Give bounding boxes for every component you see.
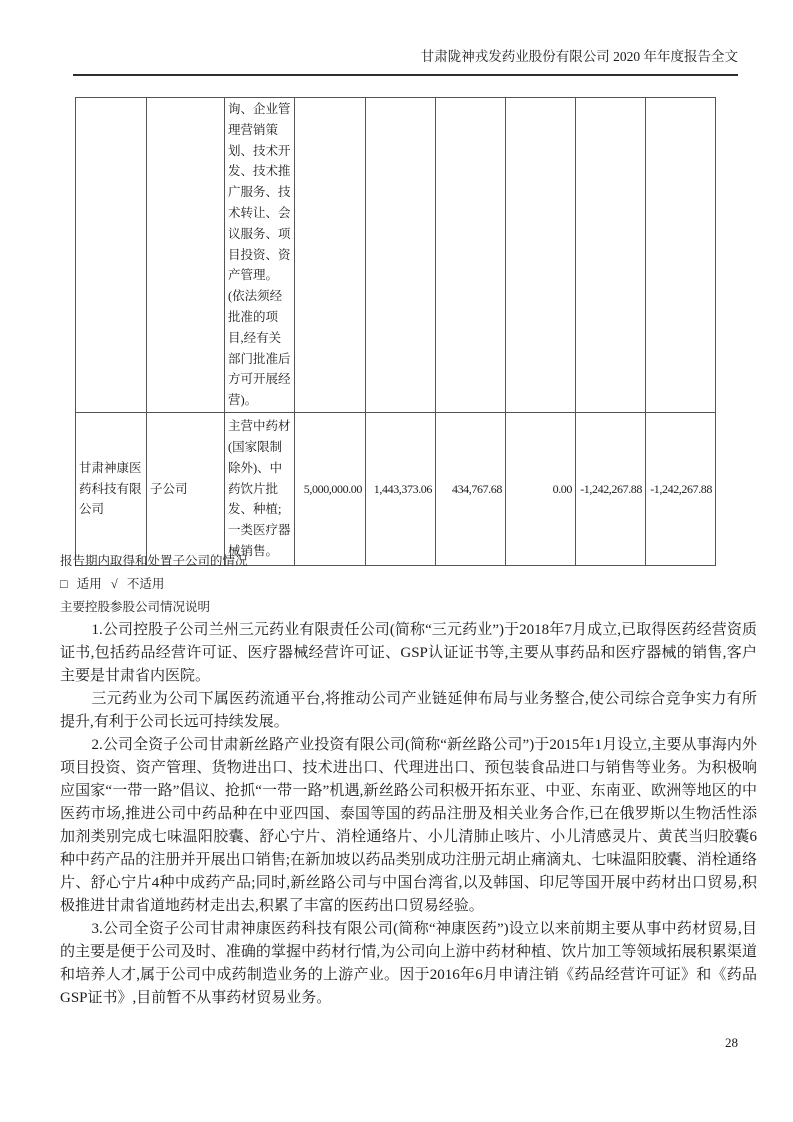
business-scope-continuation-cell: 询、企业管理营销策划、技术开发、技术推广服务、技术转让、会议服务、项目投资、资产管理。(依法须经批准的项目,经有关部门批准后方可开展经营)。: [225, 98, 295, 413]
acquired-disposed-label: 报告期内取得和处置子公司的情况: [60, 554, 248, 568]
subsidiary-table: [75, 97, 716, 566]
revenue-cell: 0.00: [506, 412, 576, 565]
net-profit-cell: -1,242,267.88: [646, 412, 716, 565]
paragraph-sanyuan-founding: 1.公司控股子公司兰州三元药业有限责任公司(简称“三元药业”)于2018年7月成立,已取得医药经营资质证书,包括药品经营许可证、医疗器械经营许可证、GSP认证证书等,主要从事药品和医疗器械的销售,客户主要是甘肃省内医院。: [60, 622, 757, 684]
paragraph-new-silkroad: 2.公司全资子公司甘肃新丝路产业投资有限公司(简称“新丝路公司”)于2015年1月设立,主要从事海内外项目投资、资产管理、货物进出口、技术进出口、代理进出口、预包装食品进口与销售等业务。为积极响应国家“一带一路”倡议、抢抓“一带一路”机遇,新丝路公司积极开拓东亚、中亚、东南亚、欧洲等地区的中医药市场,推进公司中药品种在中亚四国、泰国等国的药品注册及相关业务合作,已在俄罗斯以生物活性添加剂类别完成七味温阳胶囊、舒心宁片、消栓通络片、小儿清肺止咳片、小儿清感灵片、黄芪当归胶囊6种中药产品的注册并开展出口销售;在新加坡以药品类别成功注册元胡止痛滴丸、七味温阳胶囊、消栓通络片、舒心宁片4种中成药产品;同时,新丝路公司与中国台湾省,以及韩国、印尼等国开展中药材出口贸易,积极推进甘肃省道地药材走出去,积累了丰富的医药出口贸易经验。: [60, 737, 757, 914]
empty-cell: [436, 98, 506, 413]
body-text-section: [60, 550, 757, 1010]
total-assets-cell: 1,443,373.06: [366, 412, 436, 565]
unchecked-box-icon: □: [60, 577, 68, 591]
table-row-continuation: [76, 98, 716, 413]
subsidiary-type-cell: 子公司: [147, 412, 225, 565]
page-header: [73, 48, 738, 76]
paragraph-sanyuan-platform: 三元药业为公司下属医药流通平台,将推动公司产业链延伸布局与业务整合,使公司综合竞争实力有所提升,有利于公司长远可持续发展。: [60, 691, 757, 730]
holding-companies-note-label: 主要控股参股公司情况说明: [60, 600, 211, 614]
empty-cell: [366, 98, 436, 413]
subsidiary-name-cell: 甘肃神康医药科技有限公司: [76, 412, 147, 565]
page-number: 28: [725, 1035, 738, 1050]
table-row-subsidiary: [76, 412, 716, 565]
not-applicable-label: 不适用: [126, 577, 165, 591]
registered-capital-cell: 5,000,000.00: [295, 412, 366, 565]
empty-cell: [646, 98, 716, 413]
paragraph-shenkang: 3.公司全资子公司甘肃神康医药科技有限公司(简称“神康医药”)设立以来前期主要从事中药材贸易,目的主要是便于公司及时、准确的掌握中药材行情,为公司向上游中药材种植、饮片加工等领域拓展积累渠道和培养人才,属于公司中成药制造业务的上游产业。因于2016年6月申请注销《药品经营许可证》和《药品GSP证书》,目前暂不从事药材贸易业务。: [60, 921, 757, 1006]
net-assets-cell: 434,767.68: [436, 412, 506, 565]
empty-cell: [147, 98, 225, 413]
empty-cell: [506, 98, 576, 413]
empty-cell: [76, 98, 147, 413]
applicability-line: [60, 573, 757, 596]
empty-cell: [576, 98, 646, 413]
empty-cell: [295, 98, 366, 413]
page-header-title: 甘肃陇神戎发药业股份有限公司 2020 年年度报告全文: [420, 49, 738, 64]
applicable-label: 适用: [76, 577, 102, 591]
subsidiary-business-cell: 主营中药材(国家限制除外)、中药饮片批发、种植;一类医疗器械销售。: [225, 412, 295, 565]
check-icon: √: [110, 577, 118, 591]
operating-profit-cell: -1,242,267.88: [576, 412, 646, 565]
